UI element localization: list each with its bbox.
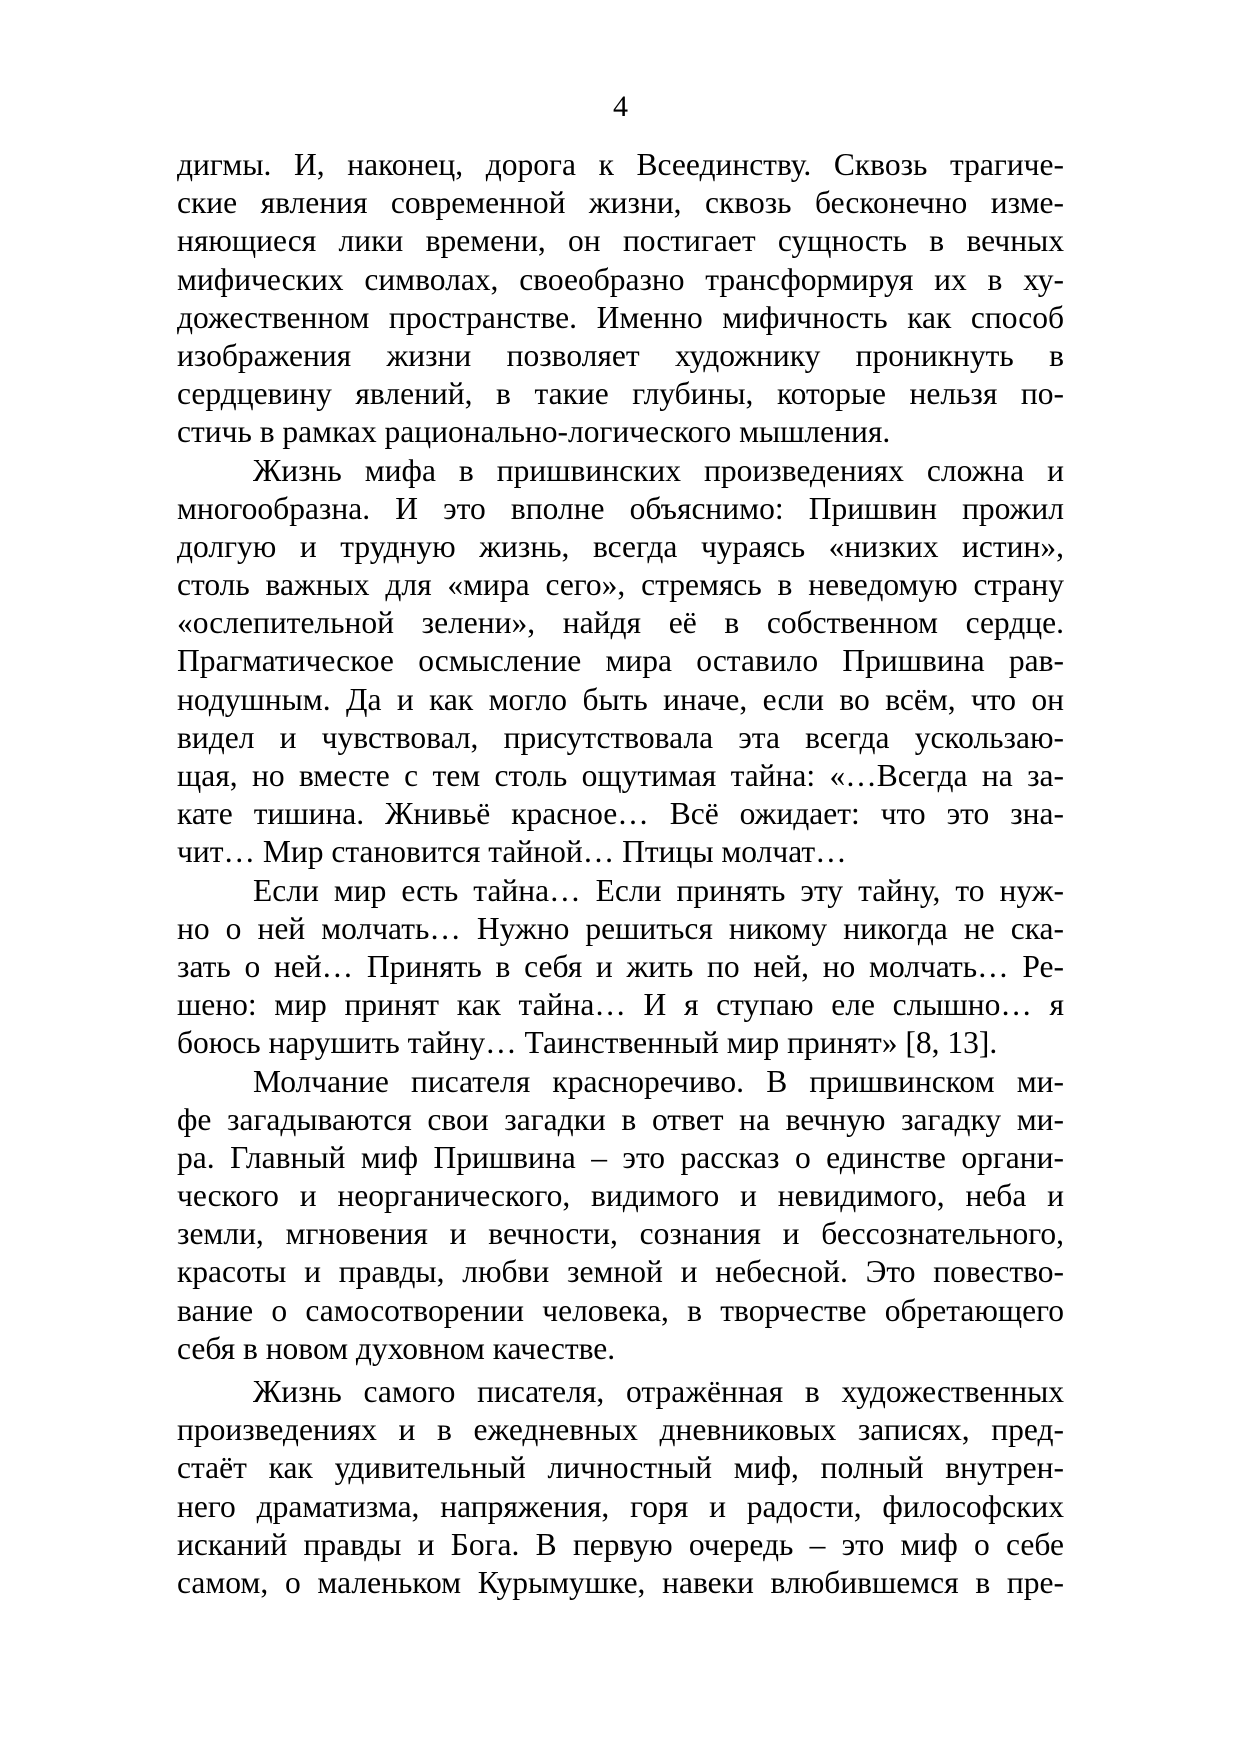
text-line: стичь в рамках рационально-логического мышления. (177, 414, 891, 450)
text-line: себя в новом духовном качестве. (177, 1330, 616, 1366)
text-line: щая, но вместе с тем столь ощутимая тайна: «…Всегда на за- (177, 758, 1064, 793)
text-line: «ослепительной зелени», найдя её в собственном сердце. (177, 605, 1064, 641)
text-line: столь важных для «мира сего», стремясь в неведомую страну (177, 567, 1064, 603)
text-line: видел и чувствовал, присутствовала эта всегда ускользаю- (177, 719, 1064, 755)
page-number: 4 (613, 90, 628, 123)
text-line: стаёт как удивительный личностный миф, полный внутрен- (177, 1450, 1064, 1486)
text-line: дигмы. И, наконец, дорога к Всеединству. Сквозь трагиче- (177, 147, 1064, 182)
text-line: ра. Главный миф Пришвина – это рассказ о единстве органи- (177, 1139, 1064, 1175)
paragraph (177, 872, 1064, 1063)
text-line: чит… Мир становится тайной… Птицы молчат… (177, 834, 847, 870)
text-line: многообразна. И это вполне объяснимо: Пришвин прожил (177, 490, 1064, 526)
text-line: сердцевину явлений, в такие глубины, которые нельзя по- (177, 376, 1064, 412)
paragraph (177, 1373, 1064, 1602)
text-line: нодушным. Да и как могло быть иначе, если во всём, что он (177, 681, 1064, 717)
paragraph (177, 452, 1064, 872)
text-line: самом, о маленьком Курымушке, навеки влюбившемся в пре- (177, 1564, 1064, 1600)
text-line: Прагматическое осмысление мира оставило Пришвина рав- (177, 643, 1064, 679)
text-line: дожественном пространстве. Именно мифичность как способ (177, 299, 1064, 335)
text-line: него драматизма, напряжения, горя и радости, философских (177, 1488, 1064, 1524)
text-line: вание о самосотворении человека, в творчестве обретающего (177, 1292, 1064, 1328)
text-line: няющиеся лики времени, он постигает сущность в вечных (177, 223, 1064, 259)
text-line: фе загадываются свои загадки в ответ на вечную загадку ми- (177, 1101, 1064, 1137)
text-line: но о ней молчать… Нужно решиться никому никогда не ска- (177, 910, 1064, 946)
text-body (177, 146, 1064, 1602)
paragraph (177, 1063, 1064, 1369)
text-line: кате тишина. Жнивьё красное… Всё ожидает: что это зна- (177, 796, 1064, 832)
text-line: ческого и неорганического, видимого и невидимого, неба и (177, 1178, 1064, 1214)
text-line: земли, мгновения и вечности, сознания и бессознательного, (177, 1216, 1064, 1252)
text-line: исканий правды и Бога. В первую очередь – это миф о себе (177, 1526, 1064, 1562)
text-line: Жизнь мифа в пришвинских произведениях сложна и (253, 452, 1064, 488)
text-line: красоты и правды, любви земной и небесной. Это повество- (177, 1254, 1064, 1290)
text-line: произведениях и в ежедневных дневниковых записях, пред- (177, 1412, 1064, 1448)
text-line: зать о ней… Принять в себя и жить по ней, но молчать… Ре- (177, 948, 1064, 984)
text-line: ские явления современной жизни, сквозь бесконечно изме- (177, 185, 1064, 221)
text-line: долгую и трудную жизнь, всегда чураясь «низких истин», (177, 528, 1064, 564)
text-line: Молчание писателя красноречиво. В пришвинском ми- (253, 1063, 1064, 1099)
paragraph (177, 146, 1064, 452)
text-line: боюсь нарушить тайну… Таинственный мир принят» [8, 13]. (177, 1025, 998, 1061)
text-line: мифических символах, своеобразно трансформируя их в ху- (177, 261, 1064, 297)
text-line: Жизнь самого писателя, отражённая в художественных (253, 1374, 1064, 1409)
text-line: Если мир есть тайна… Если принять эту тайну, то нуж- (253, 872, 1064, 908)
text-line: шено: мир принят как тайна… И я ступаю еле слышно… я (177, 987, 1064, 1023)
text-line: изображения жизни позволяет художнику проникнуть в (177, 337, 1064, 373)
